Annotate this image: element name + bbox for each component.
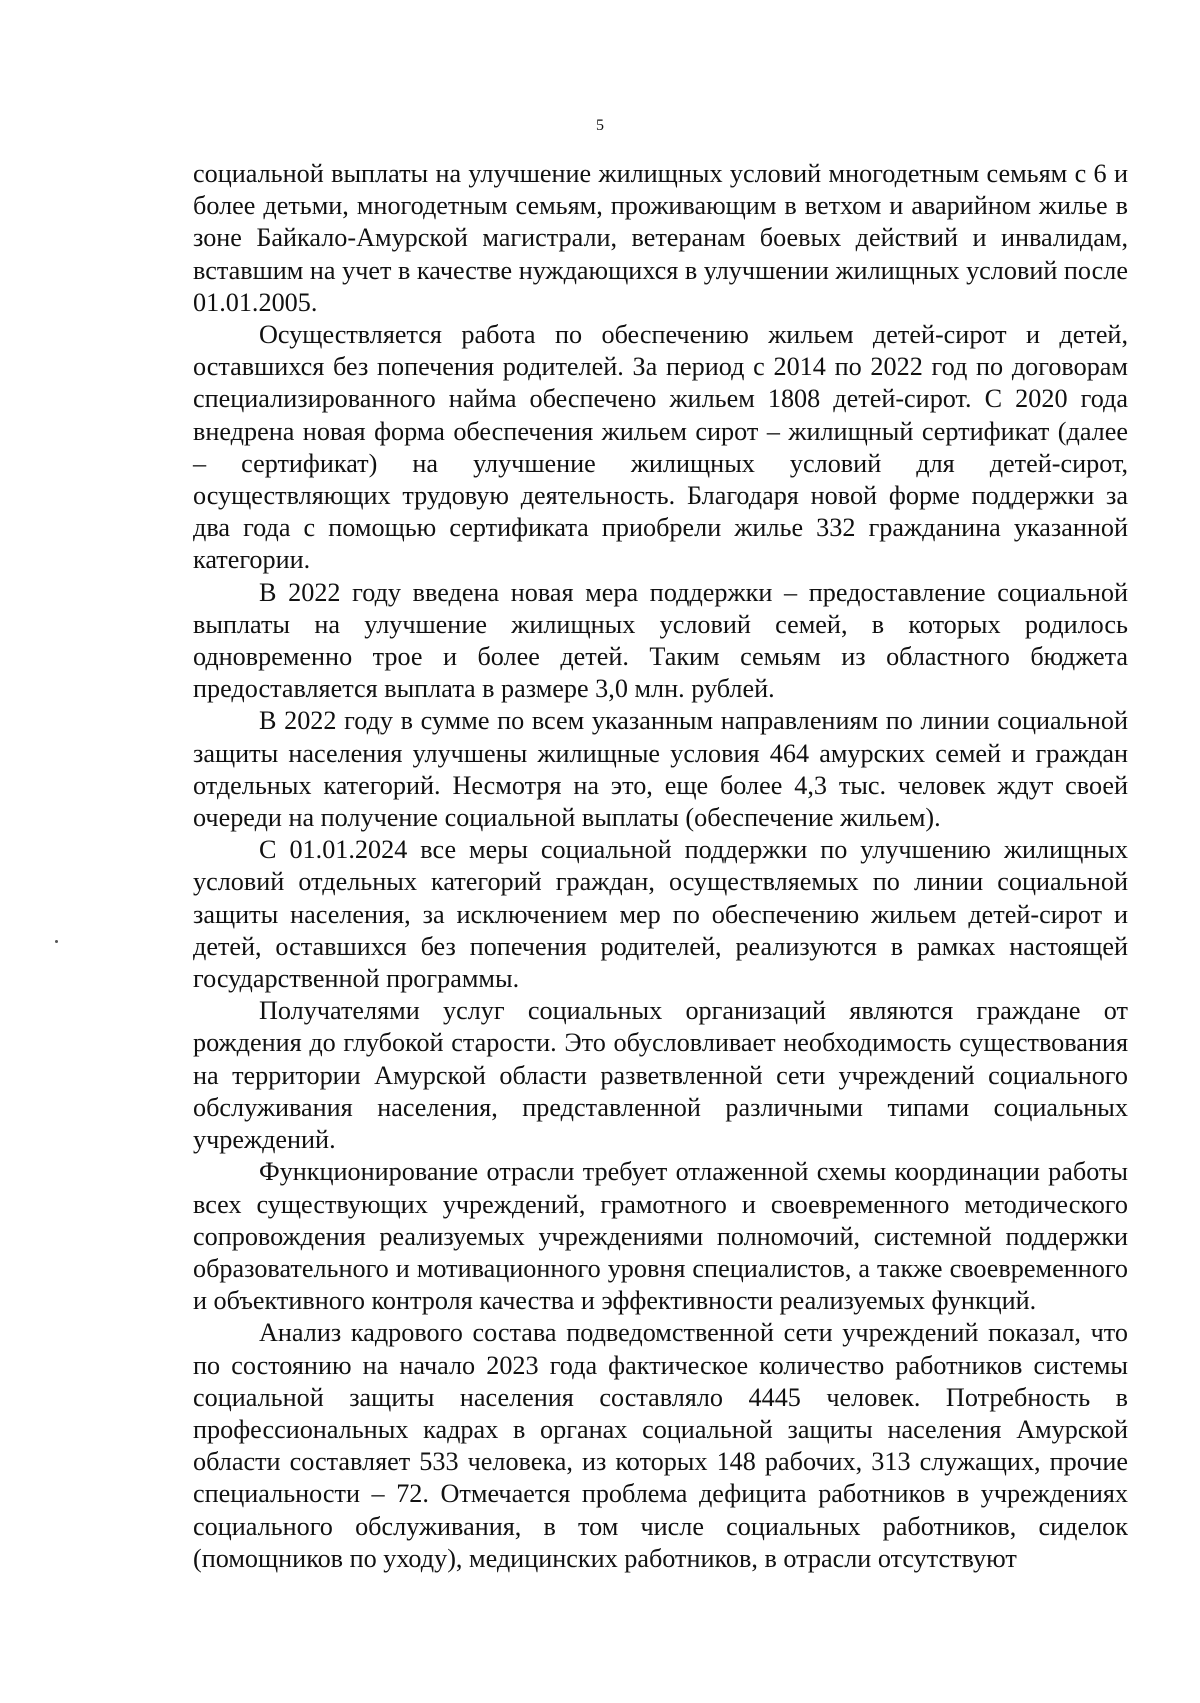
paragraph-5: С 01.01.2024 все меры социальной поддержки по улучшению жилищных условий отдельных категорий граждан, осуществляемых по линии социальной защиты населения, за исключением мер по обеспечению жильем детей-сирот и детей, оставшихся без попечения родителей, реализуются в рамках настоящей государственной программы. [193, 835, 1128, 994]
paragraph-8: Анализ кадрового состава подведомственной сети учреждений показал, что по состоянию на начало 2023 года фактическое количество работников системы социальной защиты населения составляло 4445 человек. Потребность в профессиональных кадрах в органах социальной защиты населения Амурской области составляет 533 человека, из которых 148 рабочих, 313 служащих, прочие специальности – 72. Отмечается проблема дефицита работников в учреждениях социального обслуживания, в том числе социальных работников, сиделок (помощников по уходу), медицинских работников, в отрасли отсутствуют [193, 1318, 1128, 1573]
paragraph-2: Осуществляется работа по обеспечению жильем детей-сирот и детей, оставшихся без попечения родителей. За период с 2014 по 2022 год по договорам специализированного найма обеспечено жильем 1808 детей-сирот. С 2020 года внедрена новая форма обеспечения жильем сирот – жилищный сертификат (далее – сертификат) на улучшение жилищных условий для детей-сирот, осуществляющих трудовую деятельность. Благодаря новой форме поддержки за два года с помощью сертификата приобрели жилье 332 гражданина указанной категории. [193, 320, 1128, 575]
body-text [193, 158, 1128, 1575]
paragraph-1: социальной выплаты на улучшение жилищных условий многодетным семьям с 6 и более детьми, многодетным семьям, проживающим в ветхом и аварийном жилье в зоне Байкало-Амурской магистрали, ветеранам боевых действий и инвалидам, вставшим на учет в качестве нуждающихся в улучшении жилищных условий после 01.01.2005. [193, 159, 1128, 317]
paragraph-4: В 2022 году в сумме по всем указанным направлениям по линии социальной защиты населения улучшены жилищные условия 464 амурских семей и граждан отдельных категорий. Несмотря на это, еще более 4,3 тыс. человек ждут своей очереди на получение социальной выплаты (обеспечение жильем). [193, 706, 1128, 833]
paragraph-7: Функционирование отрасли требует отлаженной схемы координации работы всех существующих учреждений, грамотного и своевременного методического сопровождения реализуемых учреждениями полномочий, системной поддержки образовательного и мотивационного уровня специалистов, а также своевременного и объективного контроля качества и эффективности реализуемых функций. [193, 1157, 1128, 1316]
scan-speck [55, 940, 58, 943]
page-number: 5 [596, 117, 604, 134]
paragraph-6: Получателями услуг социальных организаций являются граждане от рождения до глубокой старости. Это обусловливает необходимость существования на территории Амурской области разветвленной сети учреждений социального обслуживания населения, представленной различными типами социальных учреждений. [193, 996, 1128, 1155]
paragraph-3: В 2022 году введена новая мера поддержки – предоставление социальной выплаты на улучшение жилищных условий семей, в которых родилось одновременно трое и более детей. Таким семьям из областного бюджета предоставляется выплата в размере 3,0 млн. рублей. [193, 577, 1128, 704]
